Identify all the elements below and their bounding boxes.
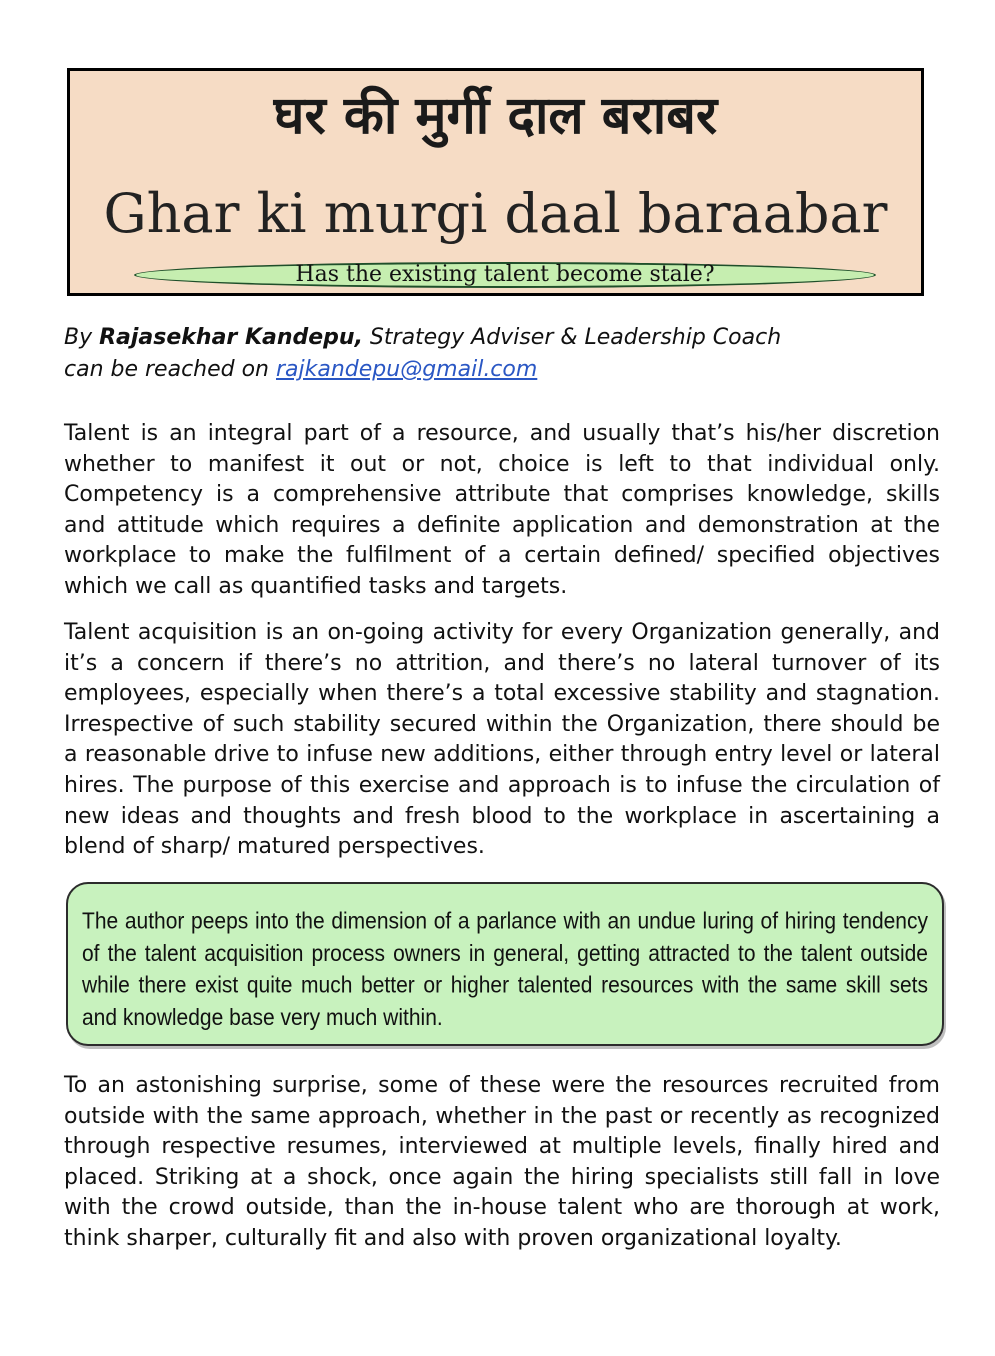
hindi-title: घर की मुर्गी दाल बराबर [273, 86, 718, 146]
byline-prefix: By [64, 325, 100, 350]
contact-line [64, 354, 944, 386]
paragraph-talent: Talent is an integral part of a resource, and usually that’s his/her discretion whether to manifest it out or not, choice is left to that individual only. Competency is a comprehensive attribute that comprises knowledge, skills and attitude which requires a definite application and demonstration at the workplace to make the fulfilment of a certain defined/ specified objectives which we call as quantified tasks and targets. [64, 421, 940, 599]
byline [64, 322, 944, 386]
author-name: Rajasekhar Kandepu, [99, 325, 363, 350]
english-title: Ghar ki murgi daal baraabar [103, 182, 888, 245]
title-banner [67, 68, 924, 296]
email-link[interactable]: rajkandepu@gmail.com [276, 357, 538, 382]
contact-prefix: can be reached on [64, 357, 276, 382]
callout-text: The author peeps into the dimension of a parlance with an undue luring of hiring tendency of the talent acquisition process owners in general, getting attracted to the talent outside while there exist quite much better or higher talented resources with the same skill sets and knowledge base very much within. [82, 909, 928, 1030]
author-role: Strategy Adviser & Leadership Coach [362, 325, 782, 350]
paragraph-acquisition: Talent acquisition is an on-going activity for every Organization generally, and it’s a concern if there’s no attrition, and there’s no lateral turnover of its employees, especially when there’s a total excessive stability and stagnation. Irrespective of such stability secured within the Organization, there should be a reasonable drive to infuse new additions, either through entry level or lateral hires. The purpose of this exercise and approach is to infuse the circulation of new ideas and thoughts and fresh blood to the workplace in ascertaining a blend of sharp/ matured perspectives. [64, 620, 940, 860]
subtitle: Has the existing talent become stale? [295, 262, 715, 287]
callout-box [66, 882, 944, 1046]
paragraph-surprise: To an astonishing surprise, some of these were the resources recruited from outside with the same approach, whether in the past or recently as recognized through respective resumes, interviewed at multiple levels, finally hired and placed. Striking at a shock, once again the hiring specialists still fall in love with the crowd outside, than the in-house talent who are thorough at work, think sharper, culturally fit and also with proven organizational loyalty. [64, 1073, 940, 1251]
author-line [64, 322, 944, 354]
